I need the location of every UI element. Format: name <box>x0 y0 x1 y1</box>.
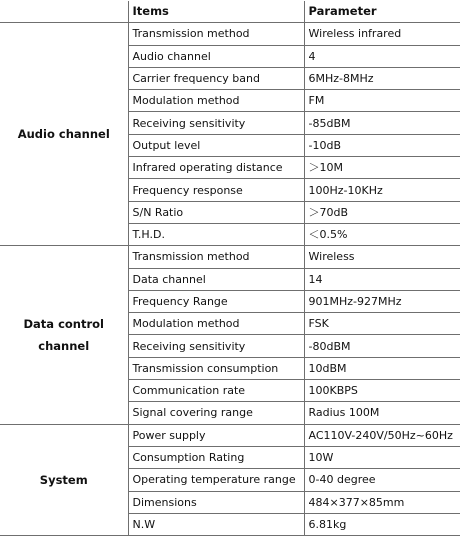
spec-table <box>0 1 460 536</box>
table-row <box>0 246 460 268</box>
item-cell: Dimensions <box>128 491 304 513</box>
spec-body <box>0 23 460 536</box>
item-cell: Output level <box>128 134 304 156</box>
item-cell: S/N Ratio <box>128 201 304 223</box>
header-group-cell <box>0 1 128 23</box>
item-cell: Communication rate <box>128 380 304 402</box>
parameter-cell: Radius 100M <box>304 402 460 424</box>
parameter-cell: 484×377×85mm <box>304 491 460 513</box>
parameter-cell: -10dB <box>304 134 460 156</box>
header-parameter: Parameter <box>304 1 460 23</box>
parameter-cell: 6MHz-8MHz <box>304 67 460 89</box>
parameter-cell: FM <box>304 90 460 112</box>
item-cell: Infrared operating distance <box>128 157 304 179</box>
item-cell: Transmission consumption <box>128 357 304 379</box>
item-cell: Carrier frequency band <box>128 67 304 89</box>
item-cell: Receiving sensitivity <box>128 335 304 357</box>
parameter-cell: ＞10M <box>304 157 460 179</box>
item-cell: Receiving sensitivity <box>128 112 304 134</box>
parameter-cell: 901MHz-927MHz <box>304 290 460 312</box>
item-cell: Consumption Rating <box>128 446 304 468</box>
item-cell: Modulation method <box>128 90 304 112</box>
parameter-cell: Wireless infrared <box>304 23 460 45</box>
item-cell: T.H.D. <box>128 223 304 245</box>
parameter-cell: -80dBM <box>304 335 460 357</box>
item-cell: Frequency Range <box>128 290 304 312</box>
parameter-cell: AC110V-240V/50Hz~60Hz <box>304 424 460 446</box>
parameter-cell: FSK <box>304 313 460 335</box>
item-cell: Transmission method <box>128 246 304 268</box>
header-items: Items <box>128 1 304 23</box>
parameter-cell: 10W <box>304 446 460 468</box>
parameter-cell: -85dBM <box>304 112 460 134</box>
parameter-cell: ＞70dB <box>304 201 460 223</box>
parameter-cell: 100KBPS <box>304 380 460 402</box>
item-cell: Operating temperature range <box>128 469 304 491</box>
parameter-cell: 14 <box>304 268 460 290</box>
parameter-cell: ＜0.5% <box>304 223 460 245</box>
group-label: System <box>0 424 128 535</box>
item-cell: Audio channel <box>128 45 304 67</box>
parameter-cell: 0-40 degree <box>304 469 460 491</box>
item-cell: Data channel <box>128 268 304 290</box>
group-label: Data control channel <box>0 246 128 424</box>
item-cell: Power supply <box>128 424 304 446</box>
item-cell: Frequency response <box>128 179 304 201</box>
item-cell: N.W <box>128 513 304 535</box>
parameter-cell: 6.81kg <box>304 513 460 535</box>
group-label: Audio channel <box>0 23 128 246</box>
parameter-cell: Wireless <box>304 246 460 268</box>
item-cell: Signal covering range <box>128 402 304 424</box>
table-row <box>0 424 460 446</box>
header-row <box>0 1 460 23</box>
item-cell: Modulation method <box>128 313 304 335</box>
parameter-cell: 10dBM <box>304 357 460 379</box>
parameter-cell: 4 <box>304 45 460 67</box>
table-row <box>0 23 460 45</box>
item-cell: Transmission method <box>128 23 304 45</box>
parameter-cell: 100Hz-10KHz <box>304 179 460 201</box>
